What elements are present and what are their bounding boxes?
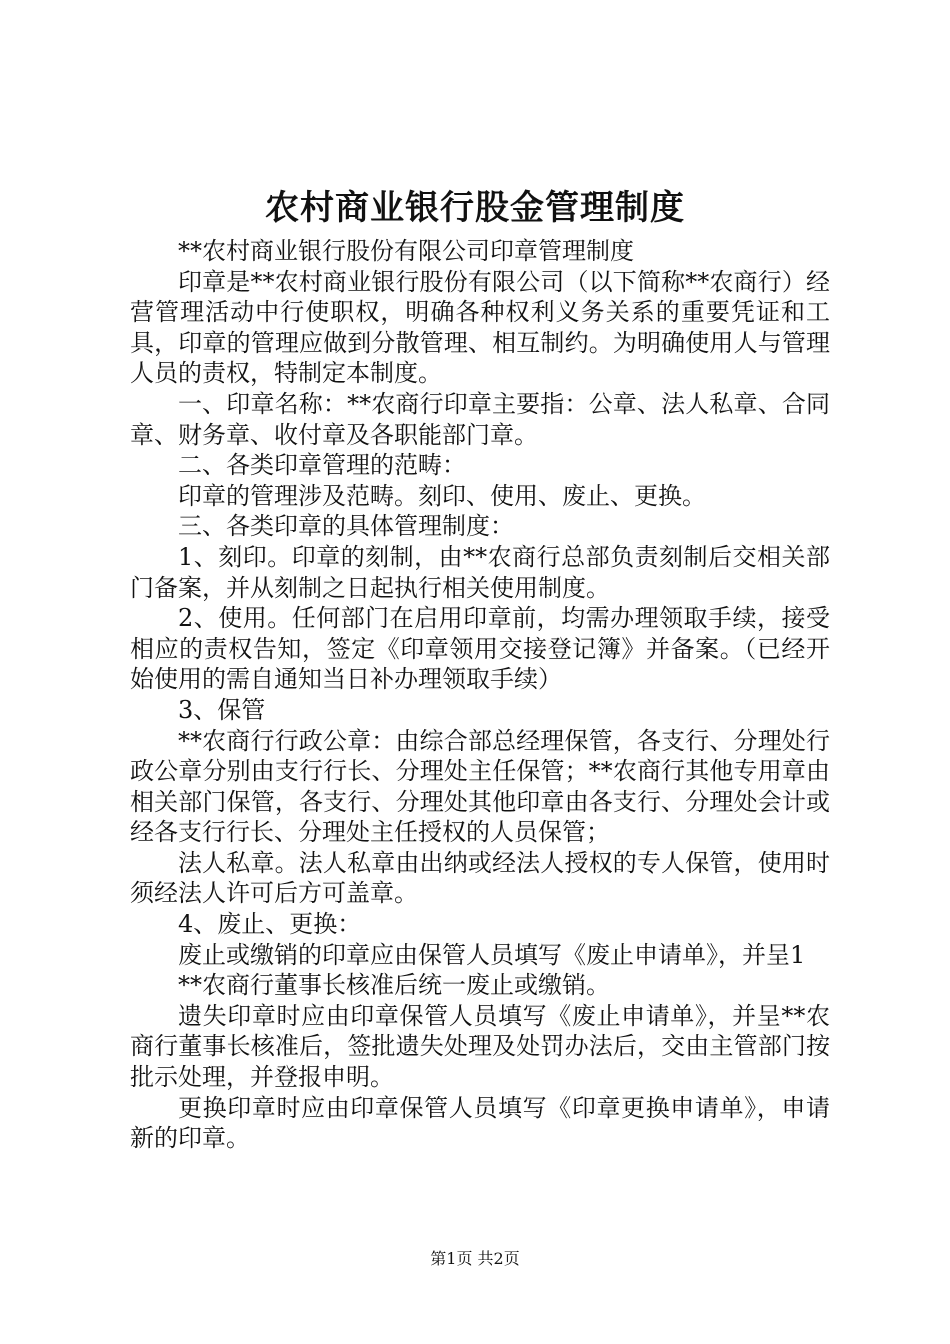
paragraph: 一、印章名称：**农商行印章主要指：公章、法人私章、合同章、财务章、收付章及各职能部门章。 xyxy=(130,389,830,449)
paragraph: **农商行行政公章：由综合部总经理保管，各支行、分理处行政公章分别由支行行长、分理处主任保管；**农商行其他专用章由相关部门保管，各支行、分理处其他印章由各支行、分理处会计或经各支行行长、分理处主任授权的人员保管； xyxy=(130,726,830,847)
paragraph: 1、刻印。印章的刻制，由**农商行总部负责刻制后交相关部门备案，并从刻制之日起执行相关使用制度。 xyxy=(130,542,830,602)
paragraph: 印章是**农村商业银行股份有限公司（以下简称**农商行）经营管理活动中行使职权，明确各种权利义务关系的重要凭证和工具，印章的管理应做到分散管理、相互制约。为明确使用人与管理人员的责权，特制定本制度。 xyxy=(130,267,830,388)
paragraph: 印章的管理涉及范畴。刻印、使用、废止、更换。 xyxy=(178,481,706,510)
paragraph: **农商行董事长核准后统一废止或缴销。 xyxy=(178,971,610,1000)
paragraph: 废止或缴销的印章应由保管人员填写《废止申请单》，并呈1 xyxy=(178,940,806,969)
document-body xyxy=(130,236,830,1154)
paragraph: **农村商业银行股份有限公司印章管理制度 xyxy=(178,237,634,265)
paragraph: 3、保管 xyxy=(178,695,266,724)
document-title: 农村商业银行股金管理制度 xyxy=(265,188,685,228)
paragraph: 法人私章。法人私章由出纳或经法人授权的专人保管，使用时须经法人许可后方可盖章。 xyxy=(130,848,830,908)
paragraph: 4、废止、更换： xyxy=(178,910,362,939)
paragraph: 遗失印章时应由印章保管人员填写《废止申请单》，并呈**农商行董事长核准后，签批遗失处理及处罚办法后，交由主管部门按批示处理，并登报申明。 xyxy=(130,1001,830,1092)
paragraph: 三、各类印章的具体管理制度： xyxy=(178,512,514,541)
page-number: 第1页 共2页 xyxy=(430,1249,520,1268)
paragraph: 二、各类印章管理的范畴： xyxy=(178,451,466,480)
paragraph: 更换印章时应由印章保管人员填写《印章更换申请单》，申请新的印章。 xyxy=(130,1093,830,1153)
paragraph: 2、使用。任何部门在启用印章前，均需办理领取手续，接受相应的责权告知，签定《印章领用交接登记簿》并备案。（已经开始使用的需自通知当日补办理领取手续） xyxy=(130,604,830,694)
